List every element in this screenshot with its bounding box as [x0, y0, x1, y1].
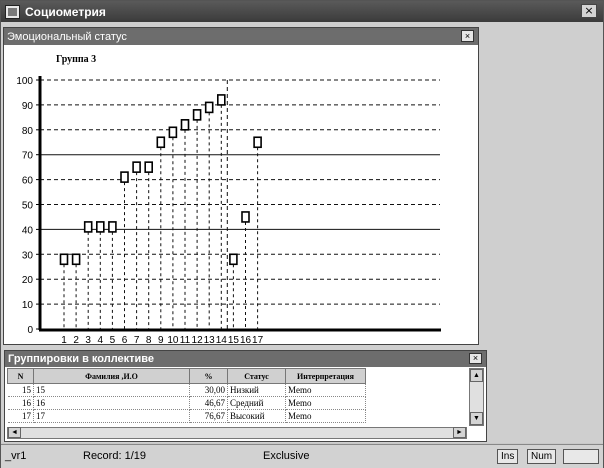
y-tick-label: 90 — [21, 100, 33, 112]
chart-title: Группа 3 — [56, 54, 97, 65]
x-tick-label: 10 — [167, 335, 179, 344]
y-tick-label: 50 — [21, 200, 33, 212]
table-row[interactable] — [8, 410, 462, 423]
chart-window-close-button[interactable]: × — [461, 30, 474, 42]
cell-interpretation[interactable]: Memo — [286, 384, 366, 397]
status-name: _vr1 — [5, 450, 27, 462]
cell-name[interactable]: 15 — [34, 384, 190, 397]
cell-status[interactable]: Средний — [228, 397, 286, 410]
grid-window-titlebar[interactable] — [5, 351, 486, 367]
x-tick-label: 8 — [145, 335, 152, 344]
data-point — [109, 222, 116, 232]
vertical-scrollbar[interactable] — [469, 368, 484, 426]
x-tick-label: 11 — [179, 335, 191, 344]
app-icon[interactable] — [5, 5, 20, 19]
data-point — [182, 120, 189, 130]
data-point — [61, 254, 68, 264]
cell-filler — [366, 384, 462, 397]
data-point — [206, 102, 213, 112]
status-num: Num — [527, 449, 556, 464]
column-header-n[interactable]: N — [8, 369, 34, 384]
y-tick-label: 60 — [21, 175, 33, 187]
x-tick-label: 14 — [215, 335, 227, 344]
x-tick-label: 5 — [109, 335, 116, 344]
cell-interpretation[interactable]: Memo — [286, 397, 366, 410]
cell-n[interactable]: 17 — [8, 410, 34, 423]
y-tick-label: 40 — [21, 225, 33, 237]
x-tick-label: 12 — [191, 335, 203, 344]
cell-status[interactable]: Низкий — [228, 384, 286, 397]
data-point — [73, 254, 80, 264]
cell-filler — [366, 410, 462, 423]
cell-percent[interactable]: 76,67 — [190, 410, 228, 423]
y-tick-label: 30 — [21, 250, 33, 262]
x-tick-label: 2 — [73, 335, 79, 344]
table-row[interactable] — [8, 397, 462, 410]
x-tick-label: 16 — [239, 335, 252, 344]
column-header-percent[interactable]: % — [190, 369, 228, 384]
x-tick-label: 15 — [227, 335, 239, 344]
x-tick-label: 17 — [252, 335, 264, 344]
chart-window-titlebar[interactable] — [4, 28, 478, 45]
x-tick-label: 4 — [97, 335, 104, 344]
data-point — [121, 172, 128, 182]
data-point — [194, 110, 201, 120]
grouping-grid-window — [4, 350, 487, 442]
x-tick-label: 6 — [121, 335, 128, 344]
data-point — [133, 162, 140, 172]
table-filler — [366, 369, 462, 384]
x-tick-label: 3 — [85, 335, 91, 344]
status-bar — [1, 444, 603, 468]
data-point — [85, 222, 92, 232]
data-point — [97, 222, 104, 232]
data-point — [242, 212, 249, 222]
column-header-status[interactable]: Статус — [228, 369, 286, 384]
cell-n[interactable]: 16 — [8, 397, 34, 410]
column-header-interpretation[interactable]: Интерпретация — [286, 369, 366, 384]
cell-percent[interactable]: 46,67 — [190, 397, 228, 410]
cell-name[interactable]: 17 — [34, 410, 190, 423]
y-tick-label: 0 — [27, 325, 33, 336]
grid-window-title: Группировки в коллективе — [8, 353, 155, 365]
scroll-left-icon[interactable]: ◄ — [8, 427, 21, 438]
table-header-row — [8, 369, 462, 384]
app-title: Социометрия — [25, 4, 106, 19]
cell-interpretation[interactable]: Memo — [286, 410, 366, 423]
data-point — [218, 95, 225, 105]
y-tick-label: 80 — [21, 125, 33, 137]
chart-window — [3, 27, 479, 345]
cell-percent[interactable]: 30,00 — [190, 384, 228, 397]
table-row[interactable] — [8, 384, 462, 397]
y-tick-label: 10 — [21, 300, 33, 312]
emotional-status-chart — [4, 45, 478, 344]
data-point — [230, 254, 237, 264]
status-empty-panel — [563, 449, 599, 464]
data-point — [169, 127, 176, 137]
app-titlebar[interactable] — [1, 1, 603, 22]
y-tick-label: 20 — [21, 275, 33, 287]
grouping-table — [7, 368, 462, 423]
x-tick-label: 13 — [203, 335, 215, 344]
scroll-right-icon[interactable]: ► — [453, 427, 466, 438]
cell-n[interactable]: 15 — [8, 384, 34, 397]
x-tick-label: 1 — [61, 335, 67, 344]
data-point — [157, 137, 164, 147]
status-record: Record: 1/19 — [83, 450, 146, 462]
horizontal-scrollbar[interactable] — [7, 427, 467, 439]
column-header-name[interactable]: Фамилия ,И.О — [34, 369, 190, 384]
scroll-up-icon[interactable]: ▲ — [470, 369, 483, 382]
cell-filler — [366, 397, 462, 410]
scroll-down-icon[interactable]: ▼ — [470, 412, 483, 425]
data-point — [145, 162, 152, 172]
x-tick-label: 9 — [158, 335, 164, 344]
y-tick-label: 70 — [21, 150, 33, 162]
cell-name[interactable]: 16 — [34, 397, 190, 410]
app-close-button[interactable]: × — [581, 4, 597, 18]
cell-status[interactable]: Высокий — [228, 410, 286, 423]
y-tick-label: 100 — [16, 76, 33, 87]
status-ins: Ins — [497, 449, 518, 464]
status-mode: Exclusive — [263, 450, 310, 462]
chart-window-title: Эмоциональный статус — [7, 30, 127, 43]
grid-window-close-button[interactable]: × — [469, 353, 482, 364]
x-tick-label: 7 — [133, 335, 140, 344]
data-point — [254, 137, 261, 147]
